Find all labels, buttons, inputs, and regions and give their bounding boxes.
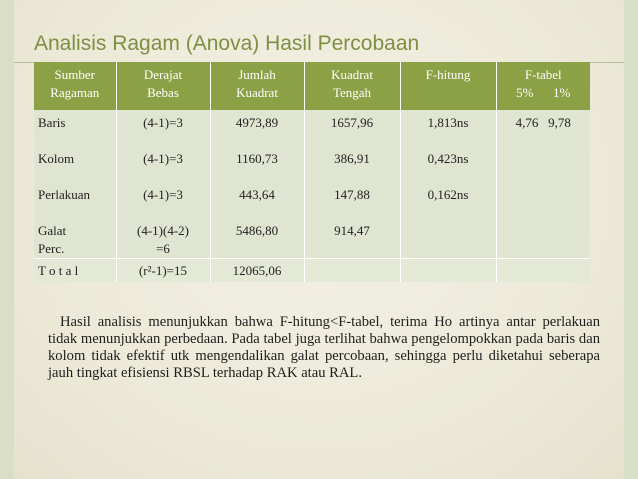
header-row xyxy=(34,62,590,110)
cell-derajat-bebas: (4-1)=3 (4-1)=3 (4-1)=3 (4-1)(4-2) =6 xyxy=(116,110,210,259)
total-row xyxy=(34,259,590,283)
cell-sumber: Baris Kolom Perlakuan Galat Perc. xyxy=(34,110,116,259)
left-decor-band xyxy=(0,0,14,479)
header-f-tabel: F-tabel 5% 1% xyxy=(496,62,590,110)
table-row xyxy=(34,110,590,259)
total-empty-1 xyxy=(304,259,400,283)
header-sumber: Sumber Ragaman xyxy=(34,62,116,110)
cell-jumlah-kuadrat: 4973,89 1160,73 443,64 5486,80 xyxy=(210,110,304,259)
cell-f-hitung: 1,813ns 0,423ns 0,162ns xyxy=(400,110,496,259)
summary-paragraph: Hasil analisis menunjukkan bahwa F-hitung<F-tabel, terima Ho artinya antar perlakuan tidak menunjukkan perbedaan. Pada tabel juga terlihat bahwa pengelompokkan pada baris dan kolom tidak efektif utk mengendalikan galat percobaan, sehingga perlu diketahui seberapa jauh tingkat efisiensi RBSL terhadap RAK atau RAL. xyxy=(48,314,600,381)
header-jumlah-kuadrat: Jumlah Kuadrat xyxy=(210,62,304,110)
slide-title: Analisis Ragam (Anova) Hasil Percobaan xyxy=(34,32,420,55)
cell-f-tabel: 4,76 9,78 xyxy=(496,110,590,259)
header-f-hitung: F-hitung xyxy=(400,62,496,110)
anova-table xyxy=(34,62,590,282)
header-kuadrat-tengah: Kuadrat Tengah xyxy=(304,62,400,110)
total-empty-3 xyxy=(496,259,590,283)
header-derajat-bebas: Derajat Bebas xyxy=(116,62,210,110)
total-empty-2 xyxy=(400,259,496,283)
cell-kuadrat-tengah: 1657,96 386,91 147,88 914,47 xyxy=(304,110,400,259)
total-db: (r²-1)=15 xyxy=(116,259,210,283)
right-decor-band xyxy=(624,0,638,479)
total-label: T o t a l xyxy=(34,259,116,283)
total-jk: 12065,06 xyxy=(210,259,304,283)
